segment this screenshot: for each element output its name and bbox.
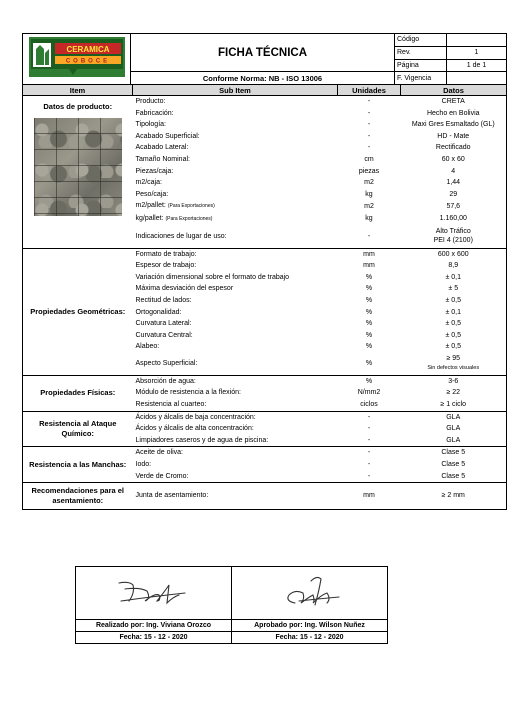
row-unit: - bbox=[367, 121, 371, 129]
row-value: 29 bbox=[449, 190, 458, 198]
section-chemical bbox=[22, 412, 507, 448]
row-unit: % bbox=[365, 296, 373, 304]
approved-date-label: Fecha: 15 - 12 - 2020 bbox=[232, 632, 388, 644]
row-label: Espesor de trabajo: bbox=[135, 262, 197, 270]
row-unit: % bbox=[365, 331, 373, 339]
signature-made bbox=[76, 567, 232, 620]
row-label: Aceite de oliva: bbox=[135, 449, 183, 457]
row-value: ≥ 1 ciclo bbox=[440, 401, 467, 409]
row-label: m2/caja: bbox=[135, 179, 162, 187]
tech-sheet bbox=[22, 33, 507, 510]
approved-by-label: Aprobado por: Ing. Wilson Nuñez bbox=[232, 620, 388, 632]
section-installation bbox=[22, 483, 507, 510]
row-value: ± 0,5 bbox=[445, 320, 462, 328]
validity-value bbox=[447, 72, 507, 85]
row-unit: kg bbox=[365, 190, 373, 198]
row-value: Maxi Gres Esmaltado (GL) bbox=[411, 121, 495, 129]
row-unit: piezas bbox=[358, 167, 380, 175]
row-value: ± 0,5 bbox=[445, 296, 462, 304]
signature-approved bbox=[232, 567, 388, 620]
row-value: GLA bbox=[446, 436, 461, 444]
row-value: Hecho en Bolivia bbox=[426, 109, 480, 117]
row-unit: - bbox=[367, 98, 371, 105]
row-unit: - bbox=[367, 472, 371, 480]
row-value: GLA bbox=[446, 425, 461, 433]
row-unit: m2 bbox=[364, 202, 374, 210]
section-physical bbox=[22, 376, 507, 412]
row-unit: ciclos bbox=[360, 401, 378, 409]
row-value: ≥ 95 Sin defectos visuales bbox=[427, 355, 480, 371]
section-installation-title: Recomendaciones para el asentamiento: bbox=[31, 486, 125, 506]
section-stains-title: Resistencia a las Manchas: bbox=[29, 459, 127, 469]
section-geometric bbox=[22, 249, 507, 376]
row-value: ≥ 2 mm bbox=[441, 492, 465, 500]
row-label: Indicaciones de lugar de uso: bbox=[135, 232, 227, 240]
row-value: 1.160,00 bbox=[439, 215, 467, 223]
section-physical-title: Propiedades Físicas: bbox=[40, 388, 116, 398]
row-label: Tipología: bbox=[135, 121, 166, 129]
row-value: GLA bbox=[446, 413, 461, 421]
sheet-title: FICHA TÉCNICA bbox=[131, 34, 395, 72]
row-unit: mm bbox=[363, 262, 375, 270]
row-label: Rectitud de lados: bbox=[135, 296, 192, 304]
row-unit: - bbox=[367, 436, 371, 444]
col-item: Item bbox=[23, 85, 133, 96]
row-unit: % bbox=[365, 377, 373, 385]
row-label: Ortogonalidad: bbox=[135, 308, 182, 316]
signature-block bbox=[75, 566, 388, 644]
row-label: Alabeo: bbox=[135, 343, 160, 351]
row-unit: % bbox=[365, 360, 373, 368]
row-label: Piezas/caja: bbox=[135, 167, 174, 175]
row-label: Variación dimensional sobre el formato de trabajo bbox=[135, 273, 290, 281]
row-unit: % bbox=[365, 308, 373, 316]
section-stains bbox=[22, 447, 507, 483]
product-tile-image bbox=[34, 118, 122, 216]
made-by-label: Realizado por: Ing. Viviana Orozco bbox=[76, 620, 232, 632]
code-value bbox=[447, 34, 507, 47]
row-value: 600 x 600 bbox=[437, 250, 469, 258]
row-label: Limpiadores caseros y de agua de piscina: bbox=[135, 436, 269, 444]
row-label: Módulo de resistencia a la flexión: bbox=[135, 389, 241, 397]
row-unit: - bbox=[367, 413, 371, 421]
rev-label: Rev. bbox=[395, 46, 447, 59]
row-label: Acabado Superficial: bbox=[135, 132, 200, 140]
row-unit: - bbox=[367, 232, 371, 240]
svg-text:COBOCE: COBOCE bbox=[65, 58, 110, 64]
column-headers bbox=[22, 85, 507, 96]
section-product-title: Datos de producto: bbox=[23, 96, 133, 248]
col-sub-item: Sub Item bbox=[133, 85, 338, 96]
section-geometric-title: Propiedades Geométricas: bbox=[30, 306, 126, 316]
row-label: Peso/caja: bbox=[135, 190, 169, 198]
row-unit: % bbox=[365, 285, 373, 293]
row-value: ± 0,1 bbox=[445, 308, 462, 316]
code-label: Código bbox=[395, 34, 447, 47]
row-value: Clase 5 bbox=[441, 449, 466, 457]
page-label: Página bbox=[395, 59, 447, 72]
page-value: 1 de 1 bbox=[447, 59, 507, 72]
row-label: Tamaño Nominal: bbox=[135, 155, 190, 163]
row-label: m2/pallet: (Para Exportaciones) bbox=[135, 202, 215, 210]
row-unit: % bbox=[365, 343, 373, 351]
row-value: 1,44 bbox=[446, 179, 461, 187]
row-value: 3-6 bbox=[448, 377, 459, 385]
row-value: Clase 5 bbox=[441, 472, 466, 480]
row-value: 4 bbox=[451, 167, 456, 175]
row-unit: mm bbox=[363, 250, 375, 258]
row-unit: - bbox=[367, 144, 371, 152]
row-unit: N/mm2 bbox=[357, 389, 381, 397]
rev-value: 1 bbox=[447, 46, 507, 59]
row-unit: - bbox=[367, 461, 371, 469]
row-value: ± 0,5 bbox=[445, 343, 462, 351]
row-unit: - bbox=[367, 109, 371, 117]
company-logo bbox=[23, 34, 131, 85]
row-label: Ácidos y álcalis de alta concentración: bbox=[135, 425, 254, 433]
row-value: Rectificado bbox=[435, 144, 471, 152]
row-note: (Para Exportaciones) bbox=[165, 215, 213, 222]
row-label: Ácidos y álcalis de baja concentración: bbox=[135, 413, 256, 421]
svg-text:CERAMICA: CERAMICA bbox=[65, 44, 110, 54]
row-label: Producto: bbox=[135, 98, 166, 105]
row-unit: - bbox=[367, 132, 371, 140]
col-data: Datos bbox=[401, 85, 507, 96]
row-value: HD - Mate bbox=[437, 132, 470, 140]
row-label: Junta de asentamiento: bbox=[135, 492, 209, 500]
row-label: Fabricación: bbox=[135, 109, 174, 117]
row-label: Iodo: bbox=[135, 461, 152, 469]
row-label: Verde de Cromo: bbox=[135, 472, 189, 480]
row-unit: cm bbox=[364, 155, 374, 163]
row-value: 57,6 bbox=[446, 202, 461, 210]
row-value: Alto Tráfico PEI 4 (2100) bbox=[433, 228, 473, 244]
signature-approved-drawing bbox=[255, 571, 365, 611]
norm-label: Conforme Norma: NB - ISO 13006 bbox=[131, 72, 395, 85]
sheet-header bbox=[22, 33, 507, 85]
row-label: kg/pallet: (Para Exportaciones) bbox=[135, 214, 213, 222]
row-unit: % bbox=[365, 320, 373, 328]
row-value: ≥ 22 bbox=[446, 389, 461, 397]
row-label: Aspecto Superficial: bbox=[135, 360, 198, 368]
row-note: (Para Exportaciones) bbox=[167, 203, 215, 210]
section-product bbox=[22, 96, 507, 249]
row-unit: mm bbox=[363, 492, 375, 500]
row-unit: % bbox=[365, 273, 373, 281]
row-value: ± 0,5 bbox=[445, 331, 462, 339]
validity-label: F. Vigencia bbox=[395, 72, 447, 85]
signature-made-drawing bbox=[99, 571, 209, 611]
row-label: Curvatura Lateral: bbox=[135, 320, 192, 328]
row-label: Acabado Lateral: bbox=[135, 144, 189, 152]
row-value: CRETA bbox=[441, 98, 465, 105]
row-unit: m2 bbox=[364, 179, 374, 187]
row-value: ± 0,1 bbox=[445, 273, 462, 281]
row-label: Absorción de agua: bbox=[135, 377, 196, 385]
row-unit: - bbox=[367, 449, 371, 457]
row-value: Clase 5 bbox=[441, 461, 466, 469]
row-value: 60 x 60 bbox=[441, 155, 465, 163]
row-value: 8,9 bbox=[448, 262, 459, 270]
row-label: Resistencia al cuarteo: bbox=[135, 401, 207, 409]
row-label: Máxima desviación del espesor bbox=[135, 285, 234, 293]
made-date-label: Fecha: 15 - 12 - 2020 bbox=[76, 632, 232, 644]
row-label: Formato de trabajo: bbox=[135, 250, 197, 258]
row-unit: - bbox=[367, 425, 371, 433]
section-chemical-title: Resistencia al Ataque Químico: bbox=[39, 419, 117, 439]
col-units: Unidades bbox=[338, 85, 401, 96]
row-value: ± 5 bbox=[448, 285, 459, 293]
row-unit: kg bbox=[365, 215, 373, 223]
row-label: Curvatura Central: bbox=[135, 331, 193, 339]
